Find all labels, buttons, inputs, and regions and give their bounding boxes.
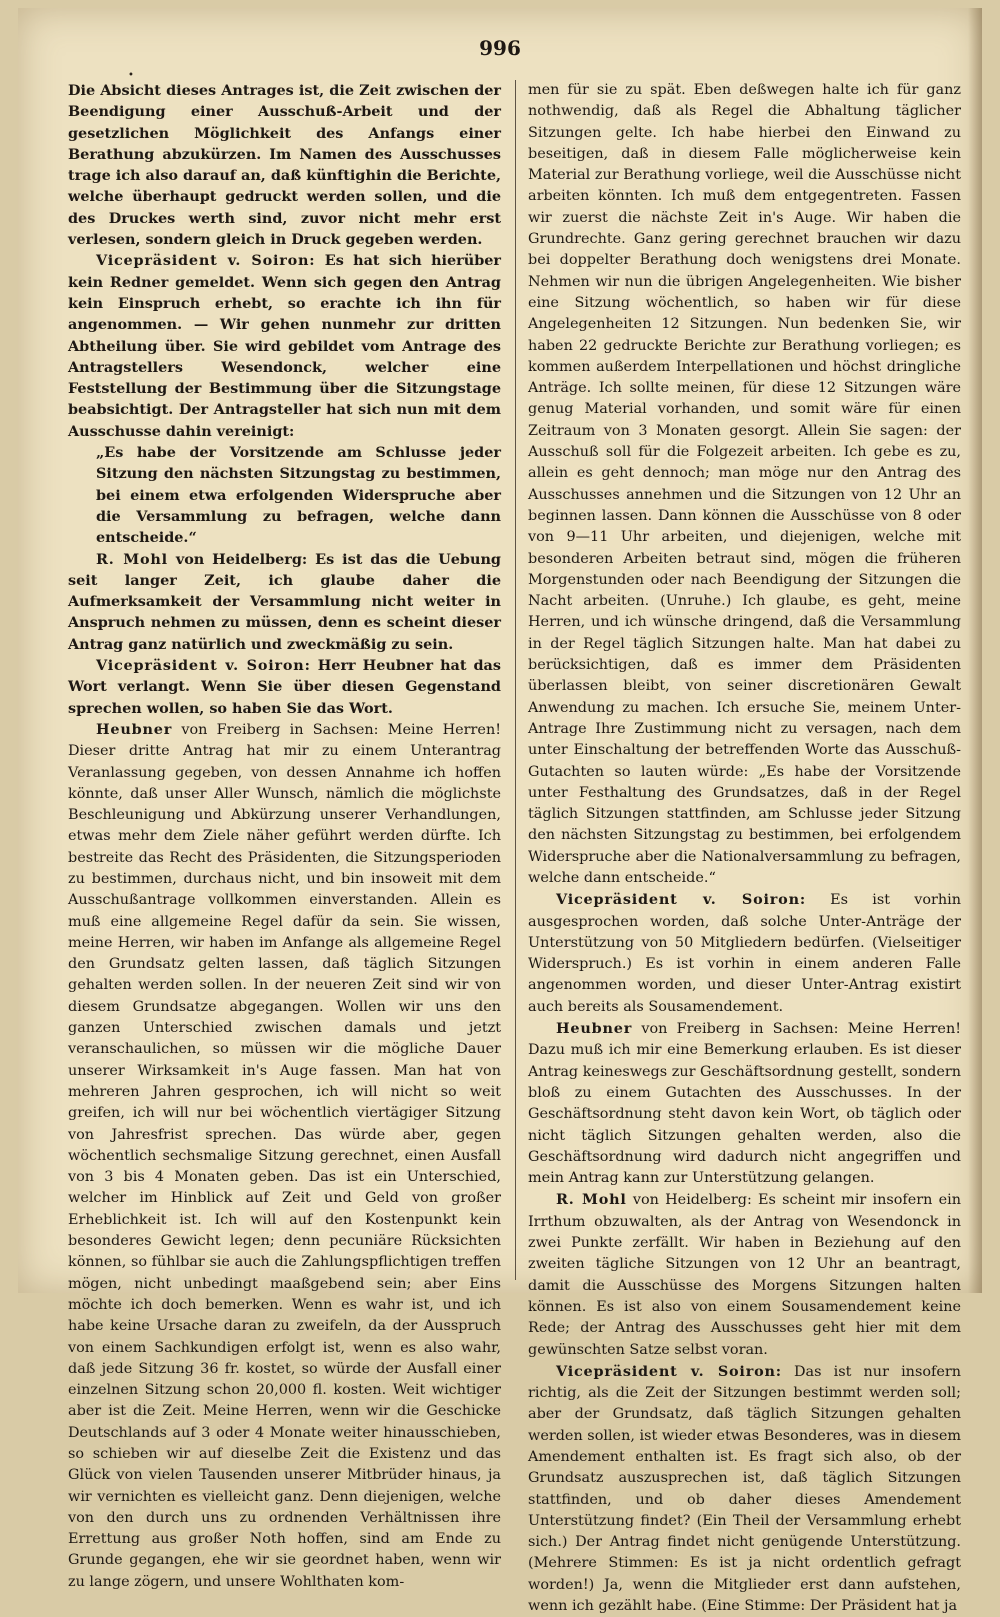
speaker-name: Heubner xyxy=(556,1020,633,1038)
speaker-name: Vicepräsident v. Soiron: xyxy=(556,1362,782,1380)
right-column xyxy=(528,80,961,1617)
speaker-name: Vicepräsident v. Soiron: xyxy=(96,252,316,270)
speaker-name: Vicepräsident v. Soiron: xyxy=(556,891,806,909)
speech-text: Das ist nur insofern richtig, als die Zeit der Sitzungen bestimmt werden soll; aber der Grundsatz, daß täglich Sitzungen gehalten werden sollen, ist wieder etwas Besonderes, was in diesem Amendement enthalten ist. Es fragt sich also, ob der Grundsatz auszusprechen ist, daß täglich Sitzungen stattfinden, und ob daher dieses Amendement Unterstützung findet? (Ein Theil der Versammlung erhebt sich.) Der Antrag findet nicht genügende Unterstützung. (Mehrere Stimmen: Es ist ja nicht ordentlich gefragt worden!) Ja, wenn die Mitglieder erst dann aufstehen, wenn ich gezählt habe. (Eine Stimme: Der Präsident hat ja xyxy=(528,1363,961,1615)
paragraph: Die Absicht dieses Antrages ist, die Zeit zwischen der Beendigung einer Ausschuß-Arbeit und der gesetzlichen Möglichkeit des Anfangs einer Berathung abzukürzen. Im Namen des Ausschusses trage ich also darauf an, daß künftighin die Berichte, welche überhaupt gedruckt werden sollen, und die des Druckes werth sind, zuvor nicht mehr erst verlesen, sondern gleich in Druck gegeben werden. xyxy=(68,82,501,249)
speaker-name: Heubner xyxy=(96,720,173,738)
speech-text: von Heidelberg: Es scheint mir insofern ein Irrthum obzuwalten, als der Antrag von Wesendonck in zwei Punkte zerfällt. Wir haben in Beziehung auf den zweiten tägliche Sitzungen von 12 Uhr an beantragt, damit die Ausschüsse des Morgens Sitzungen halten können. Es ist also von einem Sousamendement keine Rede; der Antrag des Ausschusses geht hier mit dem gewünschten Satze selbst voran. xyxy=(528,1192,961,1358)
speech-paragraph xyxy=(68,549,501,655)
speech-paragraph xyxy=(68,719,501,1593)
speech-text: von Freiberg in Sachsen: Meine Herren! Dieser dritte Antrag hat mir zu einem Unterantrag Veranlassung gegeben, von dessen Annahme ich hoffen könnte, daß unser Aller Wunsch, nämlich die möglichste Beschleunigung und Abkürzung unserer Verhandlungen, etwas mehr dem Ziele näher geführt werden dürfte. Ich bestreite das Recht des Präsidenten, die Sitzungsperioden zu bestimmen, durchaus nicht, und bin insoweit mit dem Ausschußantrage vollkommen einverstanden. Allein es muß eine allgemeine Regel dafür da sein. Sie wissen, meine Herren, wir haben im Anfange als allgemeine Regel den Grundsatz gelten lassen, daß täglich Sitzungen gehalten werden sollen. In der neueren Zeit sind wir von diesem Grundsatze abgegangen. Wollen wir uns den ganzen Unterschied zwischen damals und jetzt veranschaulichen, so müssen wir die mögliche Dauer unserer Wirksamkeit in's Auge fassen. Man hat von mehreren Jahren gesprochen, ich will nicht so weit greifen, ich will nur bei wöchentlich viertägiger Sitzung von Jahresfrist sprechen. Das würde aber, gegen wöchentlich sechsmalige Sitzung gerechnet, einen Ausfall von 3 bis 4 Monaten geben. Das ist ein Unterschied, welcher im Hinblick auf Zeit und Geld von großer Erheblichkeit ist. Ich will auf den Kostenpunkt kein besonderes Gewicht legen; denn pecuniäre Rücksichten können, so fühlbar sie auch die Zahlungspflichtigen treffen mögen, nicht unbedingt maaßgebend sein; aber Eins möchte ich doch bemerken. Wenn es wahr ist, und ich habe keine Ursache daran zu zweifeln, da der Ausspruch von einem Sachkundigen erfolgt ist, wenn es also wahr, daß jede Sitzung 36 fr. kostet, so würde der Ausfall einer einzelnen Sitzung schon 20,000 fl. kosten. Weit wichtiger aber ist die Zeit. Meine Herren, wenn wir die Geschicke Deutschlands auf 3 oder 4 Monate weiter hinausschieben, so schieben wir auf dieselbe Zeit die Existenz und das Glück von vielen Tausenden unserer Mitbrüder hinaus, ja wir vernichten es vielleicht ganz. Denn diejenigen, welche von den durch uns zu ordnenden Verhältnissen ihre Errettung aus großer Noth hoffen, sind am Ende zu Grunde gegangen, ehe wir sie geordnet haben, wenn wir zu lange zögern, und unsere Wohlthaten kom- xyxy=(68,721,502,1590)
speech-text: Herr Heubner hat das Wort verlangt. Wenn Sie über diesen Gegenstand sprechen wollen, so haben Sie das Wort. xyxy=(68,657,501,717)
paragraph: men für sie zu spät. Eben deßwegen halte ich für ganz nothwendig, daß als Regel die Abhaltung täglicher Sitzungen gelte. Ich habe hierbei den Einwand zu beseitigen, daß in diesem Falle möglicherweise kein Material zur Berathung vorliege, weil die Ausschüsse nicht arbeiten könnten. Ich muß dem entgegentreten. Fassen wir zuerst die nächste Zeit in's Auge. Wir haben die Grundrechte. Ganz gering gerechnet brauchen wir dazu bei doppelter Berathung doch wenigstens drei Monate. Nehmen wir nun die übrigen Angelegenheiten. Wie bisher eine Sitzung wöchentlich, so haben wir für diese Angelegenheiten 12 Sitzungen. Nun bedenken Sie, wir haben 22 gedruckte Berichte zur Berathung vorliegen; es kommen außerdem Interpellationen und höchst dringliche Anträge. Ich sollte meinen, für diese 12 Sitzungen wäre genug Material vorhanden, und somit wäre für einen Zeitraum von 3 Monaten gesorgt. Allein Sie sagen: der Ausschuß soll für die Folgezeit arbeiten. Ich gebe es zu, allein es geht dennoch; man möge nur den Antrag des Ausschusses annehmen und die Sitzungen von 12 Uhr an beginnen lassen. Dann können die Ausschüsse von 8 oder von 9—11 Uhr arbeiten, und diejenigen, welche mit besonderen Arbeiten betraut sind, mögen die früheren Morgenstunden oder nach Beendigung der Sitzungen die Nacht arbeiten. (Unruhe.) Ich glaube, es geht, meine Herren, und ich wünsche dringend, daß die Versammlung in der Regel täglich Sitzungen halte. Man hat dabei zu berücksichtigen, daß es immer dem Präsidenten überlassen bleibt, von seiner discretionären Gewalt Anwendung zu machen. Ich ersuche Sie, meinem Unter-Antrage Ihre Zustimmung nicht zu versagen, nach dem unter Einschaltung der betreffenden Worte das Ausschuß-Gutachten so lauten würde: „Es habe der Vorsitzende unter Festhaltung des Grundsatzes, daß in der Regel täglich Sitzungen stattfinden, am Schlusse jeder Sitzung den nächsten Sitzungstag zu bestimmen, bei erfolgendem Widerspruche aber die Nationalversammlung zu befragen, welche dann entscheide.“ xyxy=(528,82,961,886)
speech-text: Es hat sich hierüber kein Redner gemeldet. Wenn sich gegen den Antrag kein Einspruch erhebt, so erachte ich ihn für angenommen. — Wir gehen nunmehr zur dritten Abtheilung über. Sie wird gebildet vom Antrage des Antragstellers Wesendonck, welcher eine Feststellung der Bestimmung über die Sitzungstage beabsichtigt. Der Antragsteller hat sich nun mit dem Ausschusse dahin vereinigt: xyxy=(68,252,501,440)
quoted-motion: „Es habe der Vorsitzende am Schlusse jeder Sitzung den nächsten Sitzungstag zu bestimmen, bei einem etwa erfolgenden Widerspruche aber die Versammlung zu befragen, welche dann entscheide.“ xyxy=(96,444,501,547)
page-edge-shadow xyxy=(968,8,982,1293)
column-divider xyxy=(515,80,516,1280)
left-column xyxy=(68,80,501,1593)
speaker-name: Vicepräsident v. Soiron: xyxy=(96,657,311,675)
page-number: 996 xyxy=(479,36,521,60)
speech-paragraph xyxy=(68,250,501,442)
speech-text: von Freiberg in Sachsen: Meine Herren! Dazu muß ich mir eine Bemerkung erlauben. Es ist dieser Antrag keineswegs zur Geschäftsordnung gestellt, sondern bloß zu einem Gutachten des Ausschusses. In der Geschäftsordnung steht davon kein Wort, ob täglich oder nicht täglich Sitzungen gehalten werden, also die Geschäftsordnung wird dadurch nicht angegriffen und mein Antrag kann zur Unterstützung gelangen. xyxy=(528,1021,962,1187)
print-speck: • xyxy=(128,70,134,81)
speaker-name: R. Mohl xyxy=(96,550,168,568)
speech-paragraph xyxy=(528,1361,961,1617)
speech-paragraph xyxy=(528,1018,961,1189)
speech-paragraph xyxy=(528,889,961,1018)
speech-text: Es ist vorhin ausgesprochen worden, daß solche Unter-Anträge der Unterstützung von 50 Mitgliedern bedürfen. (Vielseitiger Widerspruch.) Es ist vorhin in einem anderen Falle angenommen worden, und dieser Unter-Antrag existirt auch bereits als Sousamendement. xyxy=(528,892,962,1015)
speech-text: von Heidelberg: Es ist das die Uebung seit langer Zeit, ich glaube daher die Aufmerksamkeit der Versammlung nicht weiter in Anspruch nehmen zu müssen, denn es scheint dieser Antrag ganz natürlich und zweckmäßig zu sein. xyxy=(68,550,501,653)
speech-paragraph xyxy=(68,655,501,719)
speech-paragraph xyxy=(528,1189,961,1360)
newspaper-page xyxy=(18,8,982,1615)
speaker-name: R. Mohl xyxy=(556,1191,627,1209)
